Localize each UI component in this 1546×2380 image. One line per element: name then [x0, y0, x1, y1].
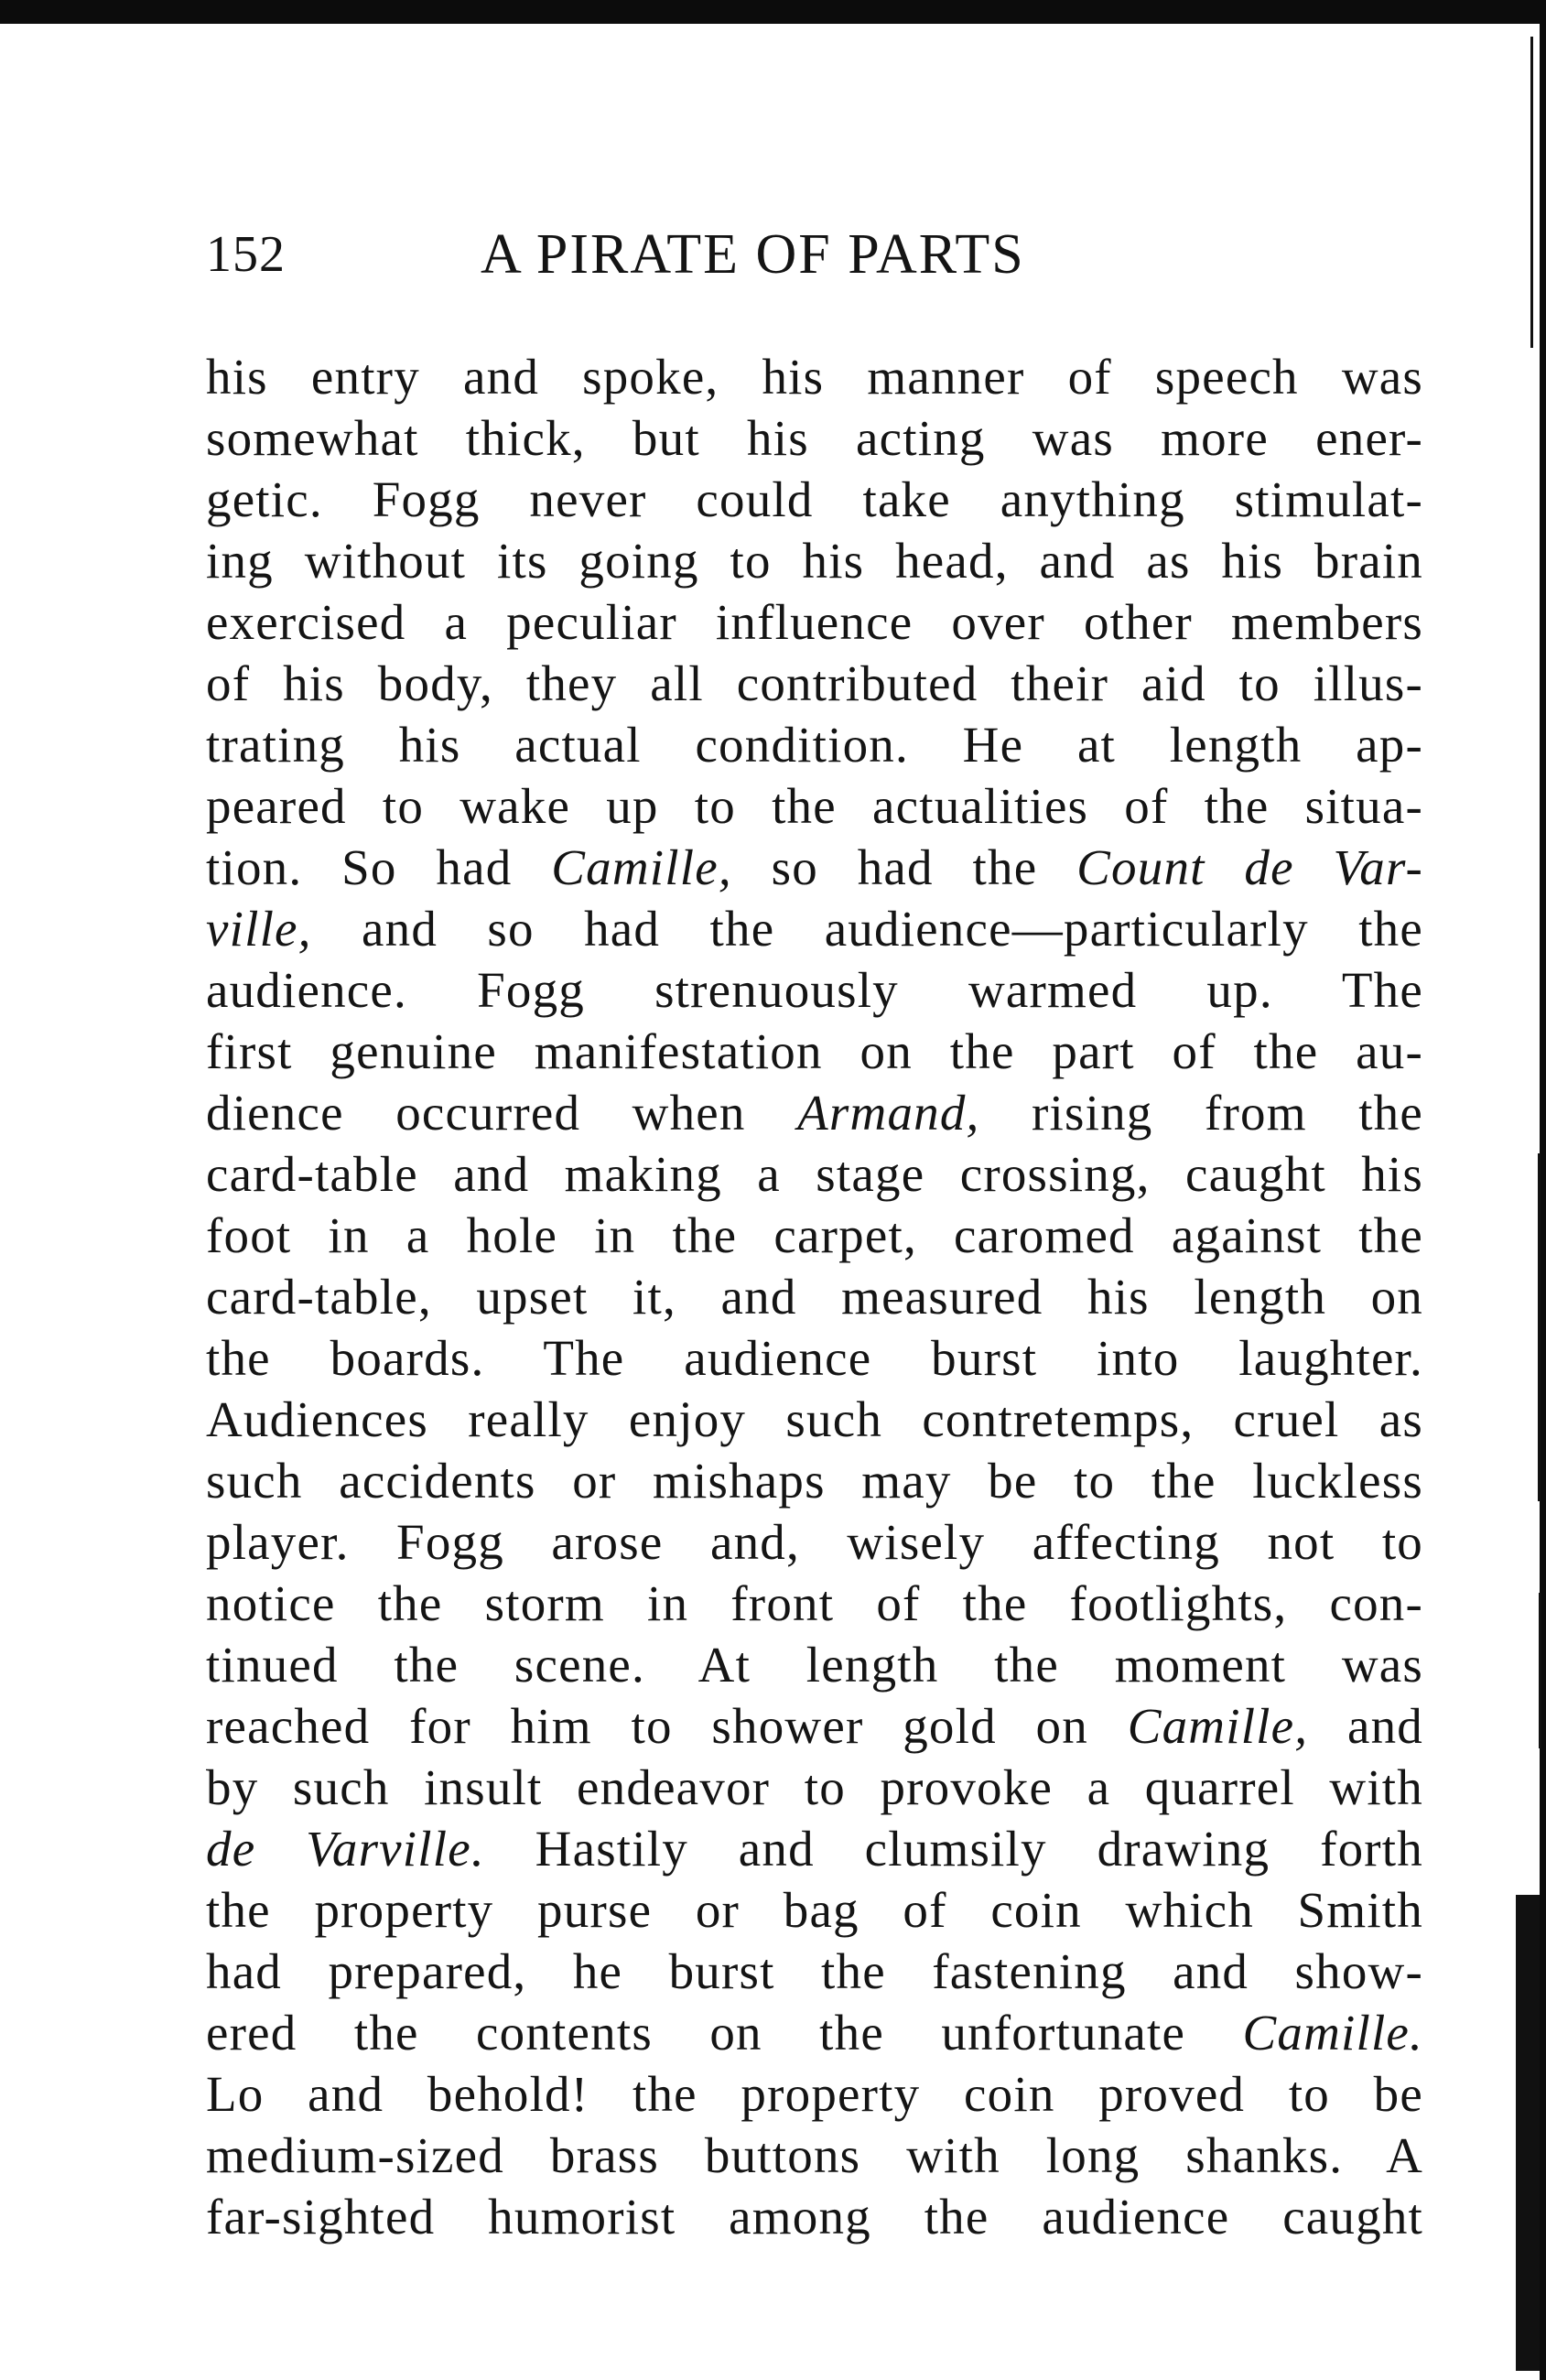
text-segment: exercised a peculiar influence over other members [206, 594, 1423, 650]
text-segment: ered the contents on the unfortunate [206, 2005, 1243, 2061]
text-line [206, 1818, 1423, 1879]
italic-segment: Armand, [797, 1085, 980, 1141]
text-line [206, 530, 1423, 591]
text-line [206, 959, 1423, 1021]
text-segment: foot in a hole in the carpet, caromed against the [206, 1207, 1423, 1263]
text-line [206, 898, 1423, 959]
text-segment: Audiences really enjoy such contretemps, cruel as [206, 1391, 1423, 1447]
text-line [206, 407, 1423, 469]
text-line [206, 346, 1423, 407]
text-segment: the boards. The audience burst into laughter. [206, 1330, 1423, 1386]
italic-segment: Camille. [1242, 2005, 1423, 2061]
text-segment: notice the storm in front of the footlights, con- [206, 1575, 1423, 1631]
text-segment: peared to wake up to the actualities of the situa- [206, 778, 1423, 834]
italic-segment: de Varville. [206, 1821, 485, 1877]
text-line [206, 1021, 1423, 1082]
text-segment: card-table and making a stage crossing, caught his [206, 1146, 1423, 1202]
text-line [206, 2186, 1423, 2247]
text-segment: the property purse or bag of coin which Smith [206, 1882, 1423, 1938]
italic-segment: Count de Var- [1076, 839, 1423, 895]
text-segment: player. Fogg arose and, wisely affecting not to [206, 1514, 1423, 1570]
page-number: 152 [206, 226, 286, 283]
text-line [206, 2063, 1423, 2125]
italic-segment: Camille, [1127, 1698, 1309, 1754]
text-segment: trating his actual condition. He at length ap- [206, 717, 1423, 773]
text-line [206, 591, 1423, 653]
scan-edge-mark [1516, 1895, 1540, 2371]
text-segment: tion. So had [206, 839, 552, 895]
text-line [206, 469, 1423, 530]
text-line [206, 1695, 1423, 1757]
text-line [206, 2125, 1423, 2186]
text-line [206, 1205, 1423, 1266]
page-body-text [206, 346, 1423, 2247]
scan-edge-mark [1538, 1153, 1541, 1501]
text-segment: by such insult endeavor to provoke a quarrel with [206, 1759, 1423, 1815]
scan-edge-mark [1530, 37, 1533, 348]
text-segment: audience. Fogg strenuously warmed up. The [206, 962, 1423, 1018]
text-segment: Lo and behold! the property coin proved to be [206, 2066, 1423, 2122]
text-segment: reached for him to shower gold on [206, 1698, 1128, 1754]
text-segment: had prepared, he burst the fastening and show- [206, 1943, 1423, 1999]
text-segment: so had the [731, 839, 1077, 895]
text-segment: card-table, upset it, and measured his length on [206, 1269, 1423, 1325]
text-line [206, 1879, 1423, 1941]
text-line [206, 1327, 1423, 1389]
text-line [206, 653, 1423, 714]
text-segment: somewhat thick, but his acting was more ener- [206, 410, 1423, 466]
text-line [206, 1511, 1423, 1573]
text-line [206, 1082, 1423, 1143]
text-segment: first genuine manifestation on the part of the au- [206, 1023, 1423, 1079]
text-segment: and so had the audience—particularly the [311, 901, 1423, 957]
italic-segment: Camille, [551, 839, 732, 895]
text-segment: such accidents or mishaps may be to the luckless [206, 1453, 1423, 1509]
text-line [206, 1941, 1423, 2002]
text-segment: dience occurred when [206, 1085, 798, 1141]
text-line [206, 1573, 1423, 1634]
text-segment: his entry and spoke, his manner of speech was [206, 349, 1423, 405]
text-segment: rising from the [979, 1085, 1423, 1141]
scan-edge-mark [1539, 1593, 1541, 1748]
scan-top-border [0, 0, 1546, 24]
italic-segment: ville, [206, 901, 312, 957]
text-line [206, 775, 1423, 837]
scan-right-border [1540, 0, 1546, 2380]
text-line [206, 1757, 1423, 1818]
text-segment: of his body, they all contributed their aid to illus- [206, 655, 1423, 711]
page-header [206, 218, 1432, 291]
text-segment: and [1308, 1698, 1423, 1754]
text-line [206, 837, 1423, 898]
text-line [206, 1389, 1423, 1450]
text-line [206, 2002, 1423, 2063]
text-line [206, 1143, 1423, 1205]
text-line [206, 1266, 1423, 1327]
text-line [206, 1450, 1423, 1511]
text-segment: tinued the scene. At length the moment was [206, 1637, 1423, 1693]
text-segment: medium-sized brass buttons with long shanks. A [206, 2127, 1423, 2183]
text-segment: far-sighted humorist among the audience caught [206, 2189, 1423, 2245]
text-segment: getic. Fogg never could take anything stimulat- [206, 471, 1423, 527]
text-segment: ing without its going to his head, and as his brain [206, 533, 1423, 589]
text-segment: Hastily and clumsily drawing forth [484, 1821, 1423, 1877]
text-line [206, 1634, 1423, 1695]
running-title: A PIRATE OF PARTS [481, 223, 1025, 286]
text-line [206, 714, 1423, 775]
